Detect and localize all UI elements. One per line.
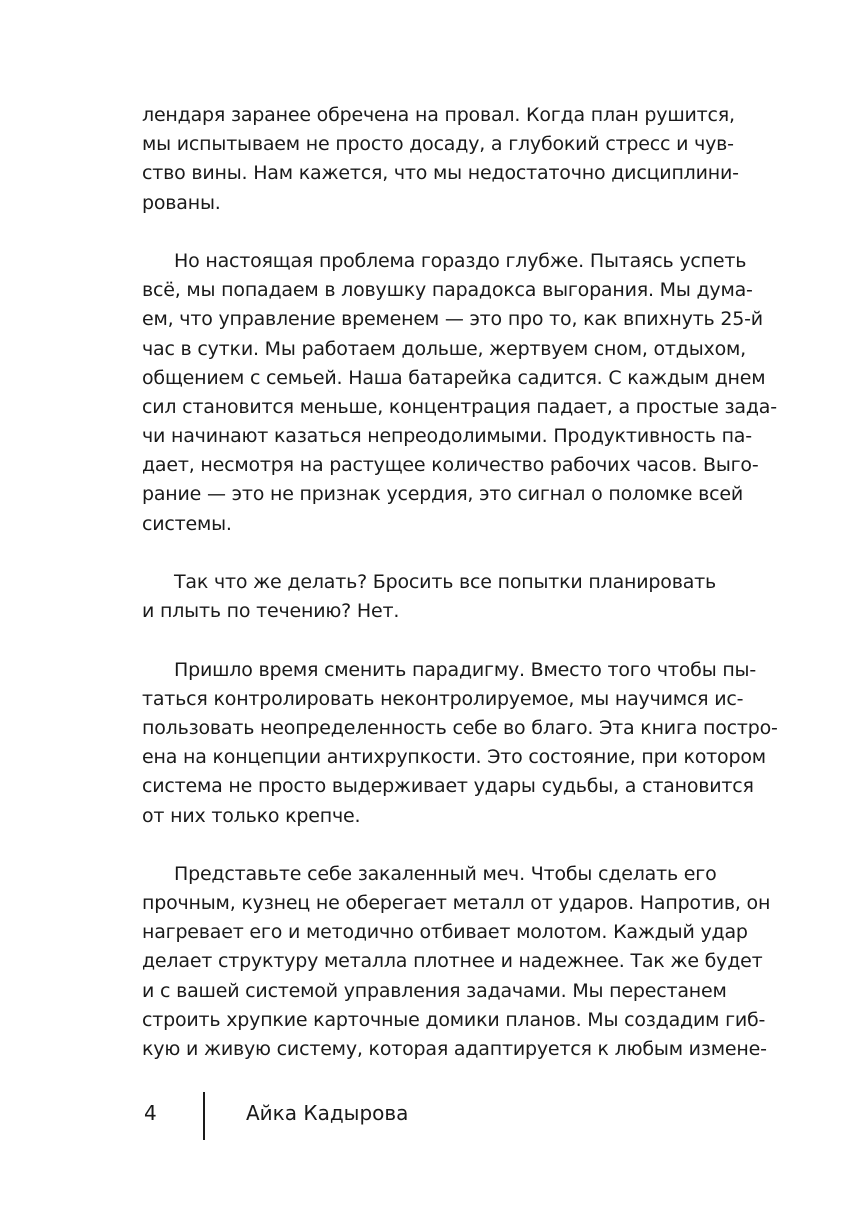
text-line: общением с семьей. Наша батарейка садится. С каждым днем xyxy=(142,366,766,389)
footer-divider xyxy=(203,1092,205,1140)
text-line: системы. xyxy=(142,512,232,535)
text-line: Но настоящая проблема гораздо глубже. Пытаясь успеть xyxy=(174,249,747,272)
text-line: час в сутки. Мы работаем дольше, жертвуем сном, отдыхом, xyxy=(142,337,746,360)
page-body xyxy=(142,101,778,1093)
text-line: рованы. xyxy=(142,191,221,214)
paragraph xyxy=(142,247,777,539)
text-line: прочным, кузнец не оберегает металл от ударов. Напротив, он xyxy=(142,892,771,915)
text-line: система не просто выдерживает удары судьбы, а становится xyxy=(142,775,754,798)
page-footer xyxy=(142,1092,716,1142)
text-line: пользовать неопределенность себе во благо. Эта книга постро- xyxy=(142,716,778,739)
text-line: делает структуру металла плотнее и надежнее. Так же будет xyxy=(142,950,763,973)
paragraph xyxy=(142,568,716,626)
author-name: Айка Кадырова xyxy=(246,1101,409,1125)
text-line: и плыть по течению? Нет. xyxy=(142,600,400,623)
text-line: от них только крепче. xyxy=(142,804,361,827)
text-line: всё, мы попадаем в ловушку парадокса выгорания. Мы дума- xyxy=(142,279,753,302)
text-line: ем, что управление временем — это про то, как впихнуть 25-й xyxy=(142,308,763,331)
page-number: 4 xyxy=(144,1101,157,1125)
text-line: мы испытываем не просто досаду, а глубокий стресс и чув- xyxy=(142,133,734,156)
text-line: Пришло время сменить парадигму. Вместо того чтобы пы- xyxy=(174,658,757,681)
text-line: нагревает его и методично отбивает молотом. Каждый удар xyxy=(142,921,748,944)
text-line: дает, несмотря на растущее количество рабочих часов. Выго- xyxy=(142,454,759,477)
text-line: кую и живую систему, которая адаптируется к любым измене- xyxy=(142,1038,767,1060)
paragraph xyxy=(142,101,739,218)
text-line: лендаря заранее обречена на провал. Когда план рушится, xyxy=(142,104,735,126)
text-line: Представьте себе закаленный меч. Чтобы сделать его xyxy=(174,862,717,885)
text-line: и с вашей системой управления задачами. Мы перестанем xyxy=(142,979,727,1002)
text-line: рание — это не признак усердия, это сигнал о поломке всей xyxy=(142,483,743,506)
text-line: ена на концепции антихрупкости. Это состояние, при котором xyxy=(142,746,766,769)
text-line: сил становится меньше, концентрация падает, а простые зада- xyxy=(142,395,777,418)
text-line: таться контролировать неконтролируемое, мы научимся ис- xyxy=(142,687,744,710)
text-line: ство вины. Нам кажется, что мы недостаточно дисциплини- xyxy=(142,162,739,185)
paragraph xyxy=(142,656,778,831)
paragraph xyxy=(142,860,771,1064)
text-line: строить хрупкие карточные домики планов. Мы создадим гиб- xyxy=(142,1008,766,1031)
text-line: Так что же делать? Бросить все попытки планировать xyxy=(174,571,716,593)
text-line: чи начинают казаться непреодолимыми. Продуктивность па- xyxy=(142,425,752,448)
